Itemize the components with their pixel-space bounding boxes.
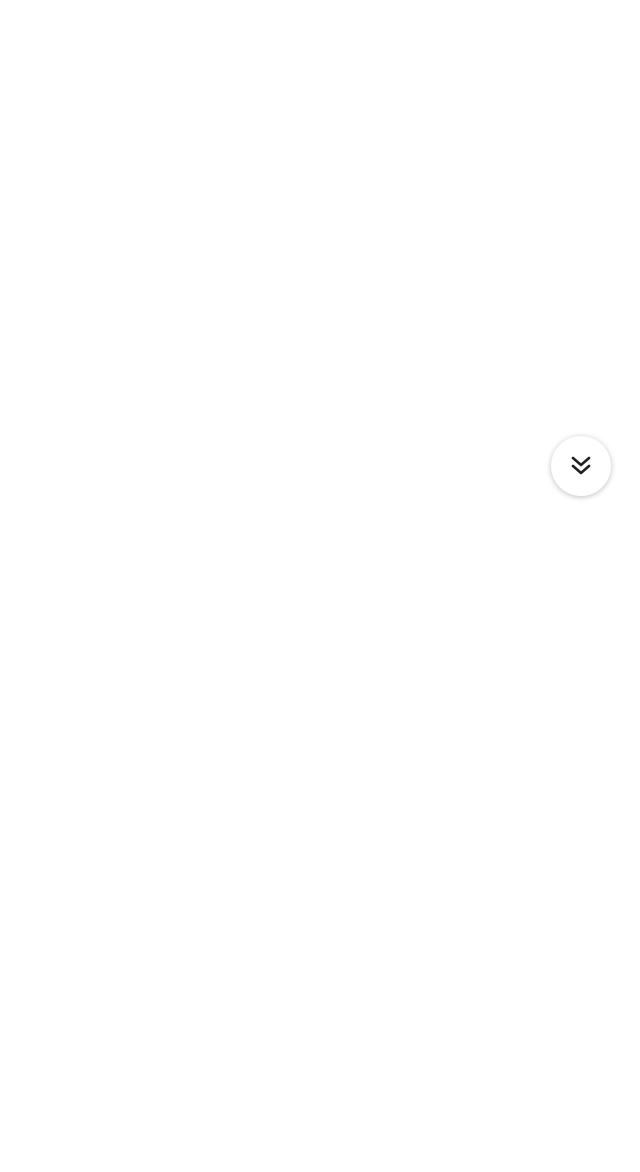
double-chevron-down-icon: [567, 452, 595, 480]
scroll-down-button[interactable]: [551, 436, 611, 496]
